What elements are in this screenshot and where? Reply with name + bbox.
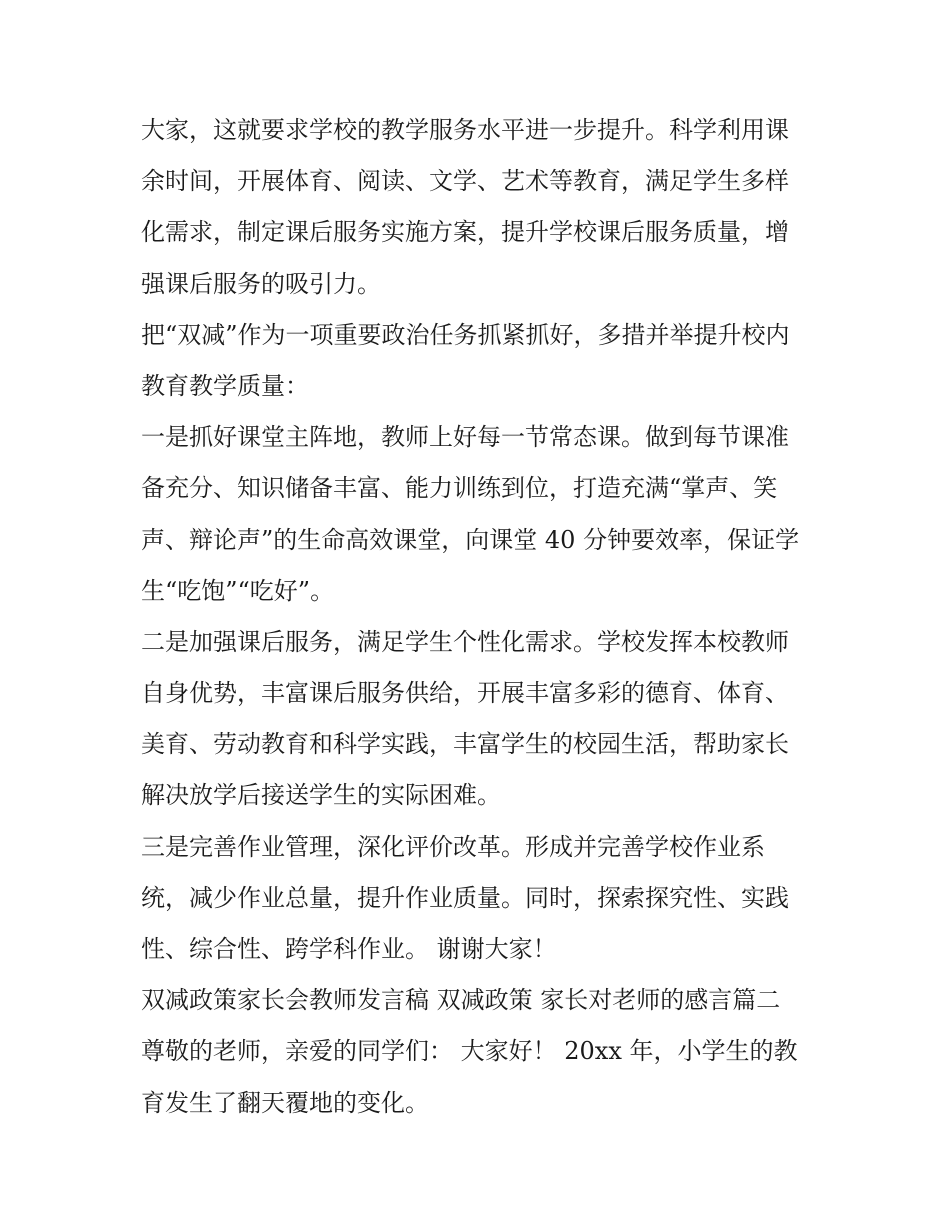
text-line: 把“双减”作为一项重要政治任务抓紧抓好，多措并举提升校内 — [141, 320, 790, 349]
text-line: 统，减少作业总量，提升作业质量。同时，探索探究性、实践 — [141, 883, 789, 912]
text-line: 强课后服务的吸引力。 — [141, 269, 381, 298]
text-line: 大家，这就要求学校的教学服务水平进一步提升。科学利用课 — [141, 116, 789, 144]
text-line: 育发生了翻天覆地的变化。 — [141, 1088, 429, 1117]
text-line: 解决放学后接送学生的实际困难。 — [141, 781, 501, 810]
text-line: 生“吃饱”“吃好”。 — [141, 576, 335, 605]
document-body — [141, 105, 821, 1129]
text-line: 性、综合性、跨学科作业。 谢谢大家！ — [141, 935, 557, 963]
text-line: 尊敬的老师，亲爱的同学们： 大家好！ 20xx 年，小学生的教 — [141, 1037, 798, 1066]
text-line: 自身优势，丰富课后服务供给，开展丰富多彩的德育、体育、 — [141, 679, 789, 708]
text-line: 化需求，制定课后服务实施方案，提升学校课后服务质量，增 — [141, 218, 789, 247]
text-line: 美育、劳动教育和科学实践，丰富学生的校园生活，帮助家长 — [141, 730, 789, 759]
text-line: 声、辩论声”的生命高效课堂，向课堂 40 分钟要效率，保证学 — [141, 525, 800, 554]
text-line: 双减政策家长会教师发言稿 双减政策 家长对老师的感言篇二 — [141, 986, 781, 1015]
text-line: 一是抓好课堂主阵地，教师上好每一节常态课。做到每节课准 — [141, 423, 789, 452]
text-line: 备充分、知识储备丰富、能力训练到位，打造充满“掌声、笑 — [141, 474, 778, 503]
text-line: 二是加强课后服务，满足学生个性化需求。学校发挥本校教师 — [141, 627, 789, 656]
text-line: 余时间，开展体育、阅读、文学、艺术等教育，满足学生多样 — [141, 167, 789, 196]
text-line: 教育教学质量： — [141, 371, 309, 400]
text-line: 三是完善作业管理，深化评价改革。形成并完善学校作业系 — [141, 832, 765, 861]
